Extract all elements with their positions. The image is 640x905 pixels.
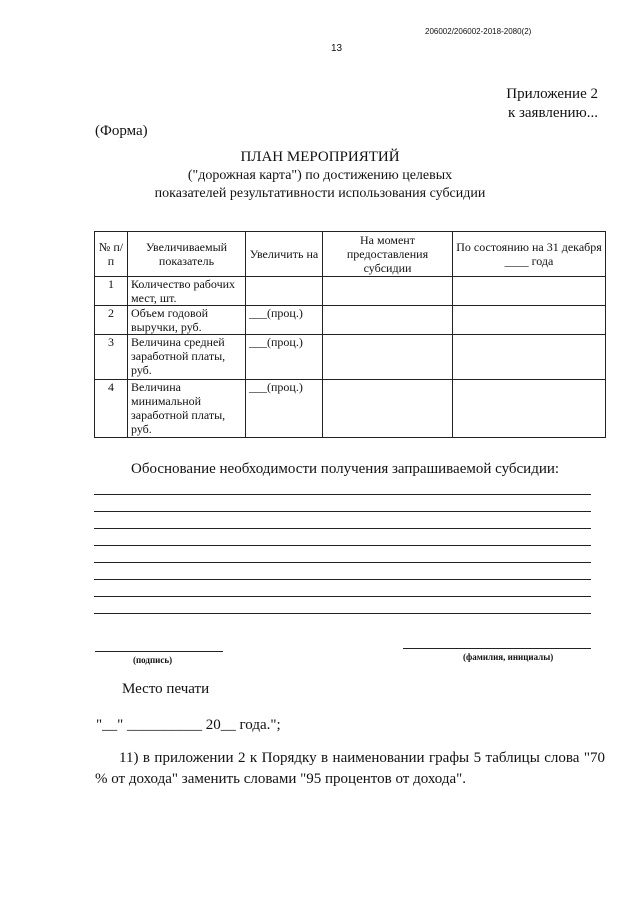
plan-subtitle-2: показателей результативности использования субсидии	[154, 186, 486, 201]
col-header-num: № п/п	[95, 232, 128, 277]
table-row	[95, 306, 606, 335]
justification-line[interactable]	[94, 596, 591, 597]
col-header-increase: Увеличить на	[246, 232, 323, 277]
row-as-of-cell[interactable]	[453, 306, 606, 335]
justification-line[interactable]	[94, 579, 591, 580]
col-header-as-of: По состоянию на 31 декабря ____ года	[453, 232, 606, 277]
justification-line[interactable]	[94, 528, 591, 529]
justification-line[interactable]	[94, 511, 591, 512]
row-increase-cell[interactable]: ___(проц.)	[246, 380, 323, 438]
justification-line[interactable]	[94, 545, 591, 546]
annex-line-2: к заявлению...	[507, 105, 598, 121]
justification-line[interactable]	[94, 613, 591, 614]
justification-line[interactable]	[94, 562, 591, 563]
row-at-moment-cell[interactable]	[323, 335, 453, 380]
plan-title: ПЛАН МЕРОПРИЯТИЙ	[240, 149, 400, 165]
signature-line[interactable]	[95, 651, 223, 652]
row-increase-cell[interactable]: ___(проц.)	[246, 335, 323, 380]
row-as-of-cell[interactable]	[453, 335, 606, 380]
table-row	[95, 335, 606, 380]
row-at-moment-cell[interactable]	[323, 277, 453, 306]
stamp-label: Место печати	[122, 681, 210, 697]
row-indicator: Количество рабочих мест, шт.	[128, 277, 246, 306]
row-as-of-cell[interactable]	[453, 277, 606, 306]
row-increase-cell[interactable]: ___(проц.)	[246, 306, 323, 335]
col-header-at-moment: На момент предоставления субсидии	[323, 232, 453, 277]
page-number: 13	[331, 43, 343, 54]
row-at-moment-cell[interactable]	[323, 380, 453, 438]
row-indicator: Величина средней заработной платы, руб.	[128, 335, 246, 380]
row-num: 3	[95, 335, 128, 380]
justification-line[interactable]	[94, 494, 591, 495]
row-indicator: Величина минимальной заработной платы, руб.	[128, 380, 246, 438]
plan-subtitle-1: ("дорожная карта") по достижению целевых	[187, 168, 453, 183]
name-label: (фамилия, инициалы)	[463, 652, 554, 662]
row-increase-cell[interactable]	[246, 277, 323, 306]
roadmap-table	[94, 231, 606, 438]
col-header-indicator: Увеличиваемый показатель	[128, 232, 246, 277]
table-row	[95, 380, 606, 438]
row-num: 2	[95, 306, 128, 335]
row-num: 1	[95, 277, 128, 306]
table-row	[95, 277, 606, 306]
row-num: 4	[95, 380, 128, 438]
table-header-row	[95, 232, 606, 277]
form-label: (Форма)	[95, 123, 148, 139]
signature-label: (подпись)	[133, 655, 173, 665]
annex-line-1: Приложение 2	[506, 86, 598, 102]
row-indicator: Объем годовой выручки, руб.	[128, 306, 246, 335]
amendment-paragraph: 11) в приложении 2 к Порядку в наименовании графы 5 таблицы слова "70 % от дохода" заменить словами "95 процентов от дохода".	[95, 750, 605, 787]
date-line: "__" __________ 20__ года.";	[96, 717, 281, 733]
justification-heading: Обоснование необходимости получения запрашиваемой субсидии:	[131, 461, 560, 477]
row-as-of-cell[interactable]	[453, 380, 606, 438]
row-at-moment-cell[interactable]	[323, 306, 453, 335]
document-id: 206002/206002-2018-2080(2)	[425, 27, 532, 36]
name-line[interactable]	[403, 648, 591, 649]
